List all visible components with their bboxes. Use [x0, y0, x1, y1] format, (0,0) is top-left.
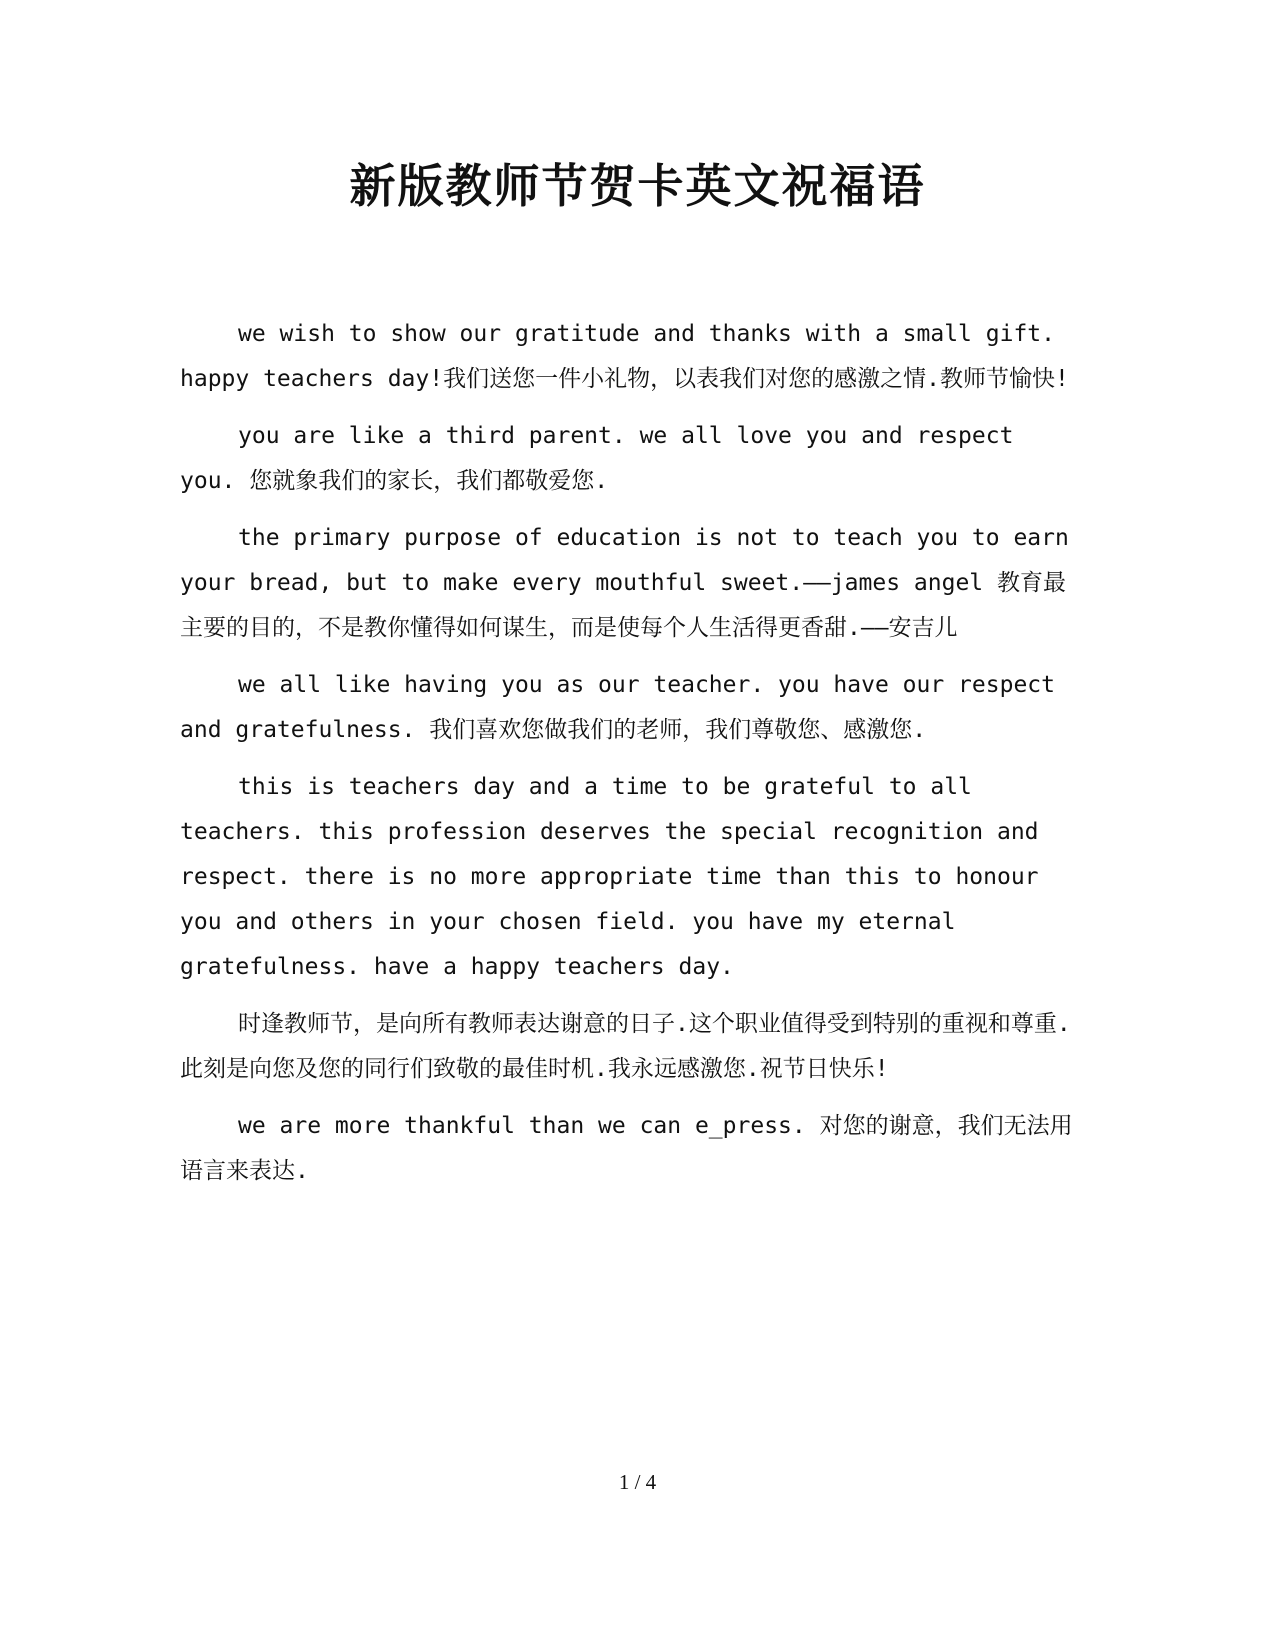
paragraph: you are like a third parent. we all love you and respect you. 您就象我们的家长，我们都敬爱您. — [180, 423, 1014, 494]
document-title: 新版教师节贺卡英文祝福语 — [349, 159, 926, 213]
page-number: 1 / 4 — [618, 1470, 657, 1494]
paragraph: this is teachers day and a time to be grateful to all teachers. this profession deserves the special recognition and respect. there is no more appropriate time than this to honour you and others in your chosen field. you have my eternal gratefulness. have a happy teachers day. — [180, 774, 1039, 980]
paragraph: we are more thankful than we can e_press. 对您的谢意，我们无法用语言来表达. — [180, 1113, 1073, 1184]
paragraph: the primary purpose of education is not to teach you to earn your bread, but to make every mouthful sweet.——james angel 教育最主要的目的，不是教你懂得如何谋生，而是使每个人生活得更香甜.——安吉儿 — [180, 525, 1069, 641]
document-body — [180, 312, 1080, 1206]
paragraph: 时逢教师节，是向所有教师表达谢意的日子.这个职业值得受到特别的重视和尊重.此刻是向您及您的同行们致敬的最佳时机.我永远感激您.祝节日快乐! — [180, 1011, 1071, 1082]
paragraph: we all like having you as our teacher. you have our respect and gratefulness. 我们喜欢您做我们的老师，我们尊敬您、感激您. — [180, 672, 1055, 743]
paragraph: we wish to show our gratitude and thanks with a small gift. happy teachers day!我们送您一件小礼物，以表我们对您的感激之情.教师节愉快! — [180, 321, 1069, 392]
